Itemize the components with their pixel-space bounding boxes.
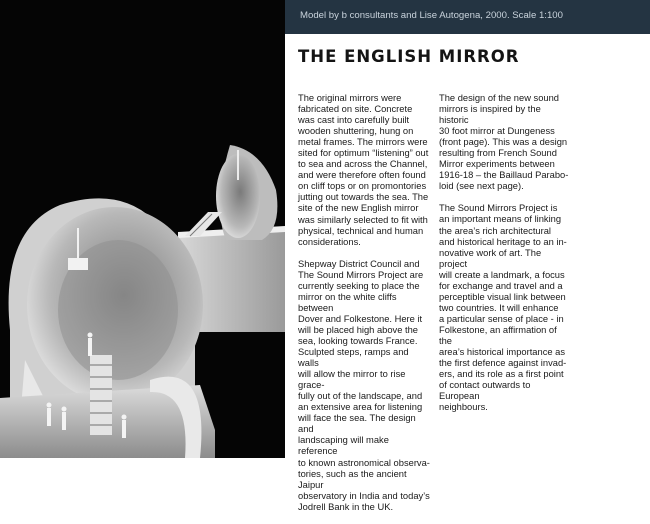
- text-line: the first defence against invad-: [439, 358, 567, 369]
- page-title: THE ENGLISH MIRROR: [298, 47, 520, 66]
- text-line: area’s historical importance as: [439, 347, 566, 358]
- text-line: site of the new English mirror: [298, 203, 419, 214]
- text-line: The design of the new sound: [439, 93, 559, 103]
- text-line: landscaping will make reference: [298, 435, 389, 457]
- text-line: will create a landmark, a focus: [439, 269, 565, 280]
- right-paragraph-1: [439, 93, 571, 192]
- text-line: and were therefore often found: [298, 170, 426, 181]
- text-line: The Sound Mirrors Project are: [298, 269, 424, 280]
- text-line: fully out of the landscape, and: [298, 391, 423, 402]
- text-line: wooden shuttering, hung on: [298, 126, 414, 137]
- text-line: considerations.: [298, 236, 361, 247]
- text-line: currently seeking to place the: [298, 280, 420, 291]
- text-line: Dover and Folkestone. Here it: [298, 313, 423, 324]
- text-line: mirrors is inspired by the historic: [439, 104, 541, 126]
- text-line: two countries. It will enhance: [439, 302, 559, 313]
- text-line: will be placed high above the: [298, 324, 418, 335]
- text-line: to known astronomical observa-: [298, 457, 430, 468]
- text-line: loid (see next page).: [439, 181, 524, 192]
- text-line: neighbours.: [439, 402, 488, 413]
- text-column-right: [439, 93, 571, 424]
- caption-bar: [285, 0, 650, 34]
- text-line: Folkestone, an affirmation of the: [439, 324, 557, 346]
- text-line: was cast into carefully built: [298, 115, 410, 126]
- text-line: physical, technical and human: [298, 225, 424, 236]
- text-line: Shepway District Council and: [298, 258, 420, 269]
- text-line: Mirror experiments between: [439, 159, 555, 170]
- text-line: ers, and its role as a first point: [439, 369, 564, 380]
- text-line: to sea and across the Channel,: [298, 159, 428, 170]
- text-line: 1916-18 – the Baillaud Parabo-: [439, 170, 569, 181]
- text-line: (front page). This was a design: [439, 137, 568, 148]
- text-line: mirror on the white cliffs between: [298, 291, 397, 313]
- text-line: of contact outwards to European: [439, 380, 531, 402]
- left-paragraph-2: [298, 259, 430, 513]
- text-line: jutting out towards the sea. The: [298, 192, 429, 203]
- text-line: perceptible visual link between: [439, 291, 566, 302]
- text-line: observatory in India and today’s: [298, 490, 430, 501]
- text-line: on cliff tops or on promontories: [298, 181, 427, 192]
- text-line: the area’s rich architectural: [439, 225, 552, 236]
- text-line: metal frames. The mirrors were: [298, 137, 428, 148]
- text-line: will face the sea. The design and: [298, 413, 416, 435]
- text-line: The original mirrors were: [298, 93, 402, 103]
- text-column-left: [298, 93, 430, 524]
- text-line: sited for optimum “listening” out: [298, 148, 429, 159]
- text-line: The Sound Mirrors Project is: [439, 203, 558, 214]
- text-line: resulting from French Sound: [439, 148, 557, 159]
- text-line: an important means of linking: [439, 214, 562, 225]
- text-line: novative work of art. The project: [439, 247, 542, 269]
- text-line: 30 foot mirror at Dungeness: [439, 126, 555, 137]
- photo-caption: Model by b consultants and Lise Autogena, 2000. Scale 1:100: [300, 10, 563, 21]
- text-line: for exchange and travel and a: [439, 280, 563, 291]
- text-line: Jodrell Bank in the UK.: [298, 501, 394, 512]
- text-line: fabricated on site. Concrete: [298, 104, 413, 115]
- text-line: Sculpted steps, ramps and walls: [298, 347, 409, 369]
- text-line: will allow the mirror to rise grace-: [298, 369, 406, 391]
- right-paragraph-2: [439, 203, 571, 413]
- text-line: was similarly selected to fit with: [298, 214, 428, 225]
- text-line: tories, such as the ancient Jaipur: [298, 468, 407, 490]
- text-line: and historical heritage to an in-: [439, 236, 567, 247]
- model-photo: [0, 0, 285, 458]
- text-line: a particular sense of place - in: [439, 313, 564, 324]
- sound-mirror-model-illustration: [0, 0, 285, 458]
- text-line: an extensive area for listening: [298, 402, 423, 413]
- text-line: sea, looking towards France.: [298, 335, 418, 346]
- left-paragraph-1: [298, 93, 430, 248]
